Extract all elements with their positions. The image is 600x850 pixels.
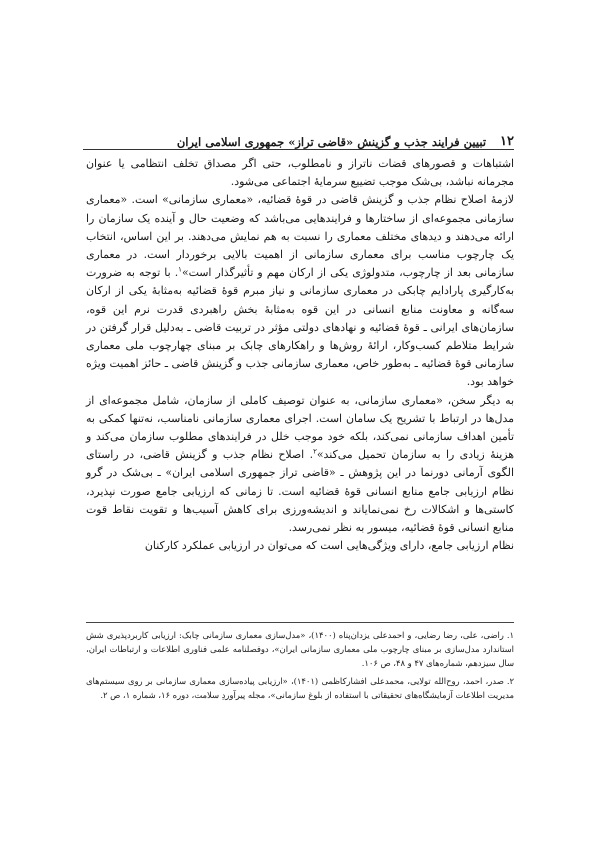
footnote-1-text: راضی، علی، رضا رضایی، و احمدعلی یزدان‌پناه (۱۴۰۰)، «مدل‌سازی معماری سازمانی چابک: ارزیابی کاربردپذیری شش استاندارد مدل‌سازی بر مبنای چارچوب ملی معماری سازمانی ایران»، دوفصلنامه علمی فناوری اطلاعات و ارتباطات ایران، سال سیزدهم، شماره‌های ۴۷ و ۴۸، ص ۱۰۶. (86, 630, 514, 669)
paragraph-2 (86, 191, 514, 391)
paragraph-3-text: به دیگر سخن، «معماری سازمانی، به عنوان توصیف کاملی از سازمان، شامل مجموعه‌ای از مدل‌ها در ارتباط با تشریح یک سامان است. اجرای معماری سازمانی نامناسب، نه‌تنها کمکی به تأمین اهداف سازمانی نمی‌کند، بلکه خود موجب خلل در فرایندهای مطلوب سازمان می‌کند و هزینهٔ زیادی را به سازمان تحمیل می‌کند» (86, 393, 514, 462)
footnote-ref-2[interactable]: ۲ (313, 447, 317, 456)
footnote-1 (86, 628, 514, 671)
footnotes (86, 628, 514, 705)
paragraph-3 (86, 392, 514, 538)
running-header (83, 127, 514, 150)
paragraph-2-text: لازمهٔ اصلاح نظام جذب و گزینش قاضی در قوهٔ قضائیه، «معماری سازمانی» است. «معماری سازمانی مجموعه‌ای از ساختارها و فرایندهایی می‌باشد که وضعیت حال و آینده یک سازمان را ارائه می‌دهند و دیدهای مختلف معماری را نسبت به هم نمایش می‌دهند. بر این اساس، انتخاب یک چارچوب مناسب برای معماری سازمانی از اهمیت بالایی برخوردار است. در معماری سازمانی بعد از چارچوب، متدولوژی یکی از ارکان مهم و تأثیرگذار است» (86, 193, 514, 280)
footnote-1-number: ۱. (506, 630, 514, 640)
paragraph-1-text: اشتباهات و قصورهای قضات ناتراز و نامطلوب، حتی اگر مصداق تخلف انتظامی یا عنوان مجرمانه نباشد، بی‌شک موجب تضییع سرمایهٔ اجتماعی می‌شود. (86, 157, 514, 189)
body-text (86, 155, 514, 555)
footnote-divider (86, 622, 514, 623)
paragraph-2-tail: . با توجه به ضرورت به‌کارگیری پارادایم چابکی در معماری سازمانی و نیاز مبرم قوهٔ قضائیه به‌مثابهٔ یکی از ارکان سه‌گانه و معاونت منابع انسانی در این قوه به‌مثابهٔ بخش راهبردی قدرت نرم این قوه، سازمان‌های ایرانی ـ قوهٔ قضائیه و نهادهای دولتی مؤثر در تربیت قاضی ـ به‌دلیل قرار گرفتن در شرایط متلاطم کسب‌وکار، ارائهٔ روش‌ها و راهکارهای چابک بر مبنای چهارچوب ملی معماری سازمانی قوهٔ قضائیه ـ به‌طور خاص، معماری سازمانی جذب و گزینش قاضی ـ حائز اهمیت ویژه خواهد بود. (86, 266, 514, 389)
paragraph-1 (86, 155, 514, 191)
footnote-ref-1[interactable]: ۱ (178, 265, 182, 274)
page-number: ۱۲ (500, 134, 514, 149)
paragraph-4-text: نظام ارزیابی جامع، دارای ویژگی‌هایی است که می‌توان در ارزیابی عملکرد کارکنان (144, 539, 514, 553)
footnote-2-number: ۲. (506, 675, 514, 686)
paragraph-4 (86, 537, 514, 555)
footnote-2 (86, 674, 514, 702)
paragraph-3-tail: . اصلاح نظام جذب و گزینش قاضی، در راستای الگوی آرمانی دورنما در این پژوهش ـ «قاضی تراز جمهوری اسلامی ایران» ـ بی‌شک در گرو نظام ارزیابی جامع منابع انسانی قوهٔ قضائیه است. تا زمانی که ارزیابی جامع صورت نپذیرد، کاستی‌ها و اشکالات رخ نمی‌نمایاند و اندیشه‌ورزی برای کاهش آسیب‌ها و تقویت نقاط قوت منابع انسانی قوهٔ قضائیه، میسور به نظر نمی‌رسد. (86, 448, 514, 535)
running-title: تبیین فرایند جذب و گزینش «قاضی تراز» جمهوری اسلامی ایران (176, 135, 487, 149)
footnote-2-text: صدر، احمد، روح‌الله تولایی، محمدعلی افشارکاظمی (۱۴۰۱)، «ارزیابی پیاده‌سازی معماری سازمانی بر روی سیستم‌های مدیریت اطلاعات آزمایشگاه‌های تحقیقاتی با استفاده از بلوغ سازمانی»، مجله پیرآوردِ سلامت، دوره ۱۶، شماره ۱، ص ۲. (86, 675, 514, 700)
